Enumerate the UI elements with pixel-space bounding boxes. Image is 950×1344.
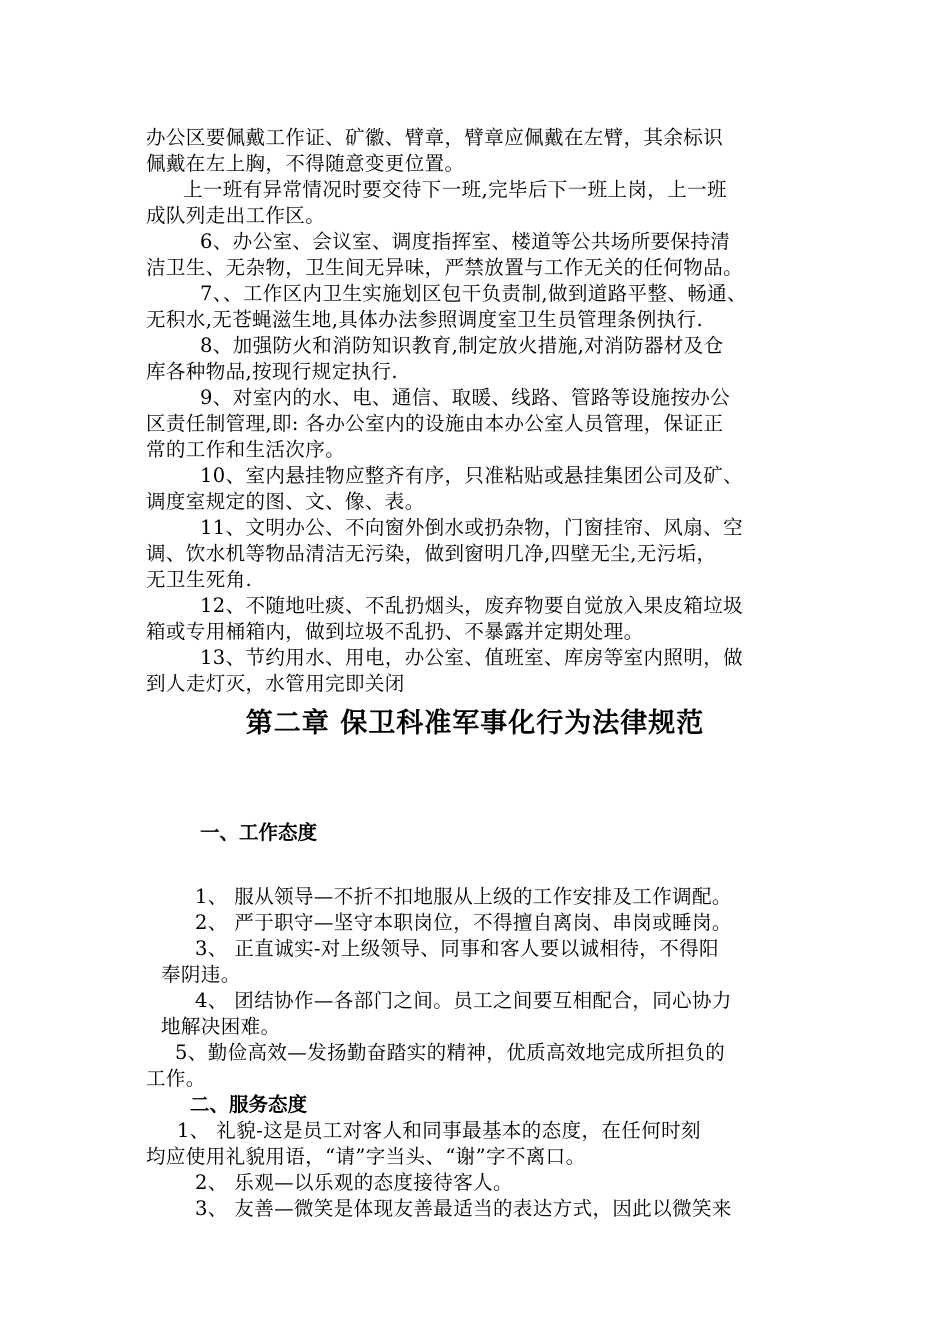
paragraph-line: 9、对室内的水、电、通信、取暖、线路、管路等设施按办公 <box>200 386 731 409</box>
list-item-continuation: 均应使用礼貌用语，“请”字当头、“谢”字不离口。 <box>146 1145 586 1168</box>
paragraph-line: 办公区要佩戴工作证、矿徽、臂章，臂章应佩戴在左臂，其余标识 <box>146 126 724 149</box>
paragraph-line: 调、饮水机等物品清洁无污染，做到窗明几净,四壁无尘,无污垢， <box>146 542 717 565</box>
list-item: 4、 团结协作—各部门之间。员工之间要互相配合，同心协力 <box>195 989 732 1012</box>
list-item: 3、 友善—微笑是体现友善最适当的表达方式，因此以微笑来 <box>195 1197 732 1220</box>
chapter-title: 第二章 保卫科准军事化行为法律规范 <box>245 708 705 739</box>
list-item: 3、 正直诚实-对上级领导、同事和客人要以诚相待，不得阳 <box>195 937 719 960</box>
paragraph-line: 8、加强防火和消防知识教育,制定放火措施,对消防器材及仓 <box>200 334 724 357</box>
paragraph-line: 调度室规定的图、文、像、表。 <box>146 490 425 513</box>
paragraph-line: 成队列走出工作区。 <box>146 204 326 227</box>
section-heading-work-attitude: 一、工作态度 <box>200 821 318 844</box>
paragraph-line: 洁卫生、无杂物，卫生间无异味，严禁放置与工作无关的任何物品。 <box>146 256 744 279</box>
list-item: 1、 礼貌-这是员工对客人和同事最基本的态度，在任何时刻 <box>177 1119 701 1142</box>
paragraph-line: 库各种物品,按现行规定执行. <box>146 360 398 383</box>
paragraph-line: 佩戴在左上胸，不得随意变更位置。 <box>146 152 465 175</box>
paragraph-line: 6、办公室、会议室、调度指挥室、楼道等公共场所要保持清 <box>200 230 731 253</box>
list-item-continuation: 地解决困难。 <box>161 1015 281 1038</box>
paragraph-line: 10、室内悬挂物应整齐有序，只准粘贴或悬挂集团公司及矿、 <box>200 464 744 487</box>
paragraph-line: 13、节约用水、用电，办公室、值班室、库房等室内照明，做 <box>200 646 744 669</box>
list-item: 2、 乐观—以乐观的态度接待客人。 <box>195 1171 513 1194</box>
list-item: 1、 服从领导—不折不扣地服从上级的工作安排及工作调配。 <box>195 885 732 908</box>
paragraph-line: 7、、工作区内卫生实施划区包干负责制,做到道路平整、畅通、 <box>200 282 747 305</box>
list-item: 5、勤俭高效—发扬勤奋踏实的精神，优质高效地完成所担负的 <box>175 1041 726 1064</box>
paragraph-line: 区责任制管理,即: 各办公室内的设施由本办公室人员管理，保证正 <box>146 412 724 435</box>
paragraph-line: 箱或专用桶箱内，做到垃圾不乱扔、不暴露并定期处理。 <box>146 620 644 643</box>
paragraph-line: 无卫生死角. <box>146 568 253 591</box>
paragraph-line: 到人走灯灭，水管用完即关闭 <box>146 672 405 695</box>
section-heading-service-attitude: 二、服务态度 <box>190 1093 308 1116</box>
paragraph-line: 无积水,无苍蝇滋生地,具体办法参照调度室卫生员管理条例执行. <box>146 308 704 331</box>
paragraph-line: 12、不随地吐痰、不乱扔烟头，废弃物要自觉放入果皮箱垃圾 <box>200 594 744 617</box>
list-item-continuation: 奉阴违。 <box>161 963 241 986</box>
paragraph-line: 11、文明办公、不向窗外倒水或扔杂物，门窗挂帘、风扇、空 <box>200 516 744 539</box>
list-item-continuation: 工作。 <box>146 1067 206 1090</box>
paragraph-line: 上一班有异常情况时要交待下一班,完毕后下一班上岗，上一班 <box>183 178 727 201</box>
paragraph-line: 常的工作和生活次序。 <box>146 438 346 461</box>
list-item: 2、 严于职守—坚守本职岗位，不得擅自离岗、串岗或睡岗。 <box>195 911 732 934</box>
